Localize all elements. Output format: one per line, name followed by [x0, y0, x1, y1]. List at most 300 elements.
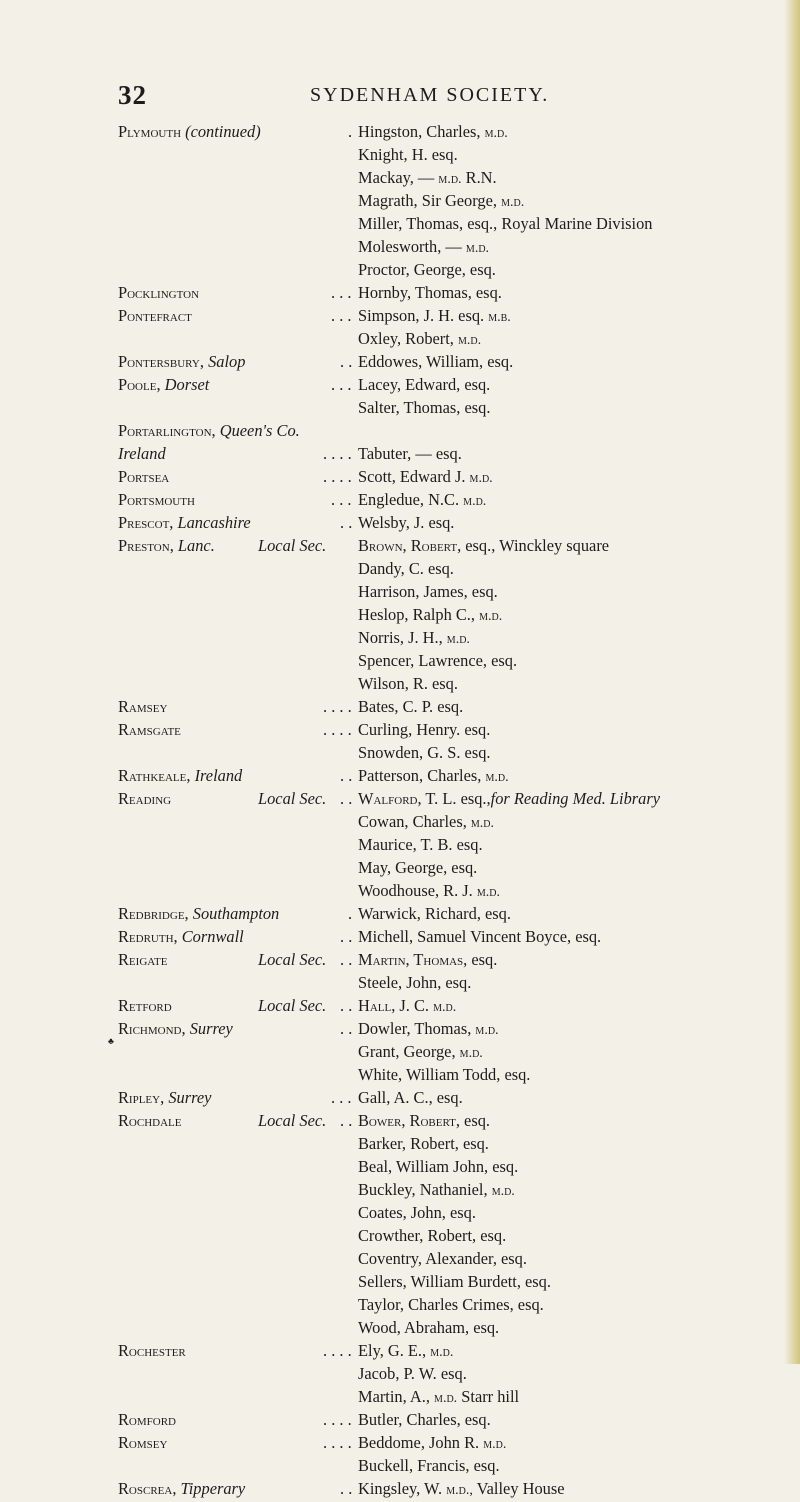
member-name	[358, 649, 517, 672]
page-header	[0, 80, 800, 112]
list-row	[0, 488, 800, 511]
degree: m.d.	[433, 1000, 457, 1015]
place-name	[118, 442, 166, 465]
place-name	[118, 373, 209, 396]
leader-dots: . .	[340, 352, 353, 371]
member-entry: White, William Todd, esq.	[358, 1065, 531, 1084]
member-list	[0, 120, 800, 1500]
list-row	[0, 718, 800, 741]
list-row	[0, 166, 800, 189]
list-row	[0, 764, 800, 787]
list-row	[0, 580, 800, 603]
member-entry: Buckell, Francis, esq.	[358, 1456, 500, 1475]
member-entry: Beddome, John R.	[358, 1433, 480, 1452]
list-row	[0, 1086, 800, 1109]
list-row	[0, 1017, 800, 1046]
place-name	[118, 1408, 176, 1431]
member-name	[358, 465, 493, 490]
list-row	[0, 925, 800, 948]
member-entry: Coventry, Alexander, esq.	[358, 1249, 527, 1268]
member-name	[358, 396, 490, 419]
place-county: Salop	[208, 352, 246, 371]
leader-dots: . .	[340, 513, 353, 532]
leader-dots: . .	[340, 1111, 353, 1130]
place-town: Rochester	[118, 1341, 186, 1360]
list-row	[0, 1362, 800, 1385]
member-name	[358, 373, 490, 396]
place-name	[118, 994, 172, 1017]
member-name	[358, 1132, 489, 1155]
member-suffix: esq.	[471, 950, 498, 969]
place-county: Surrey	[168, 1088, 212, 1107]
place-town: Portarlington,	[118, 421, 216, 440]
member-name	[358, 695, 463, 718]
member-name	[358, 534, 609, 557]
degree: m.d.	[434, 1391, 458, 1406]
member-name	[358, 1270, 551, 1293]
degree: m.d.	[463, 494, 487, 509]
place-name	[118, 350, 245, 373]
place-name	[118, 1086, 211, 1109]
member-entry: Spencer, Lawrence, esq.	[358, 651, 518, 670]
list-row	[0, 994, 800, 1017]
member-entry: Patterson, Charles,	[358, 766, 482, 785]
leader-dots: . . . .	[323, 444, 352, 463]
place-town: Prescot,	[118, 513, 174, 532]
degree: m.b.	[488, 310, 511, 325]
member-name	[358, 994, 456, 1019]
place-name	[118, 1477, 245, 1500]
member-name	[358, 1385, 519, 1410]
local-secretary-label: Local Sec.	[258, 1111, 327, 1130]
member-name	[358, 327, 481, 352]
place-town: Pocklington	[118, 283, 200, 302]
place-name	[118, 281, 199, 304]
member-surname-caps: Martin, Thomas,	[358, 950, 468, 969]
member-entry: Jacob, P. W. esq.	[358, 1364, 467, 1383]
place-county: Lancashire	[177, 513, 251, 532]
list-row	[0, 1201, 800, 1224]
list-row	[0, 281, 800, 304]
member-entry: Cowan, Charles,	[358, 812, 467, 831]
place-town: Ramsgate	[118, 720, 181, 739]
member-entry: Dowler, Thomas,	[358, 1019, 472, 1038]
member-name	[358, 235, 489, 260]
running-head: SYDENHAM SOCIETY.	[310, 84, 550, 106]
leader-dots: . . . .	[323, 1410, 352, 1429]
list-row	[0, 396, 800, 419]
member-entry: Michell, Samuel Vincent Boyce, esq.	[358, 927, 602, 946]
member-name	[358, 580, 498, 603]
leader-dots: . . . .	[323, 467, 352, 486]
list-row	[0, 143, 800, 166]
member-name	[358, 833, 483, 856]
member-entry: Ely, G. E.,	[358, 1341, 427, 1360]
place-name	[118, 1017, 233, 1040]
member-entry: Hingston, Charles,	[358, 122, 481, 141]
place-town: Rathkeale,	[118, 766, 191, 785]
member-entry: Steele, John, esq.	[358, 973, 472, 992]
place-name	[118, 304, 192, 327]
member-name	[358, 258, 496, 281]
place-name	[118, 1109, 181, 1132]
member-name	[358, 212, 653, 235]
leader-dots: . . . .	[323, 697, 352, 716]
list-row	[0, 1431, 800, 1454]
member-suffix: Valley House	[476, 1479, 565, 1498]
margin-mark: ♣	[108, 1036, 114, 1046]
place-name	[118, 718, 181, 741]
leader-dots: . . . .	[323, 1341, 352, 1360]
member-suffix: T. L. esq.,	[425, 789, 491, 808]
leader-dots: .	[348, 122, 353, 141]
place-name	[118, 465, 169, 488]
member-entry: Buckley, Nathaniel,	[358, 1180, 488, 1199]
place-town: Reigate	[118, 950, 168, 969]
degree: m.d.	[458, 333, 482, 348]
place-town: Retford	[118, 996, 172, 1015]
list-row	[0, 1339, 800, 1362]
member-name	[358, 626, 470, 651]
member-name	[358, 1316, 499, 1339]
member-entry: Bates, C. P. esq.	[358, 697, 464, 716]
list-row	[0, 695, 800, 718]
degree: m.d.	[491, 1184, 515, 1199]
member-name	[358, 879, 500, 904]
page-number: 32	[118, 80, 147, 110]
list-row	[0, 304, 800, 327]
leader-dots: . . .	[331, 490, 352, 509]
list-row	[0, 120, 800, 143]
degree: m.d.	[470, 816, 495, 831]
member-name	[358, 1201, 476, 1224]
place-town: Rochdale	[118, 1111, 182, 1130]
list-row	[0, 350, 800, 373]
member-entry: Welsby, J. esq.	[358, 513, 455, 532]
member-name	[358, 764, 509, 789]
list-row	[0, 787, 800, 810]
leader-dots: . .	[340, 950, 353, 969]
member-name	[358, 120, 508, 145]
place-county: Ireland	[118, 444, 166, 463]
member-entry: Engledue, N.C.	[358, 490, 460, 509]
member-name	[358, 1477, 565, 1502]
member-suffix: Starr hill	[461, 1387, 520, 1406]
list-row	[0, 373, 800, 396]
list-row	[0, 511, 800, 534]
list-row	[0, 603, 800, 626]
local-secretary-label: Local Sec.	[258, 789, 327, 808]
member-name	[358, 1178, 515, 1203]
place-county: Cornwall	[181, 927, 244, 946]
list-row	[0, 856, 800, 879]
place-name	[118, 948, 167, 971]
member-suffix: esq., Winckley square	[465, 536, 610, 555]
member-name	[358, 442, 462, 465]
member-entry: Miller, Thomas, esq., Royal Marine Division	[358, 214, 653, 233]
member-entry: Magrath, Sir George,	[358, 191, 497, 210]
place-name	[118, 1431, 167, 1454]
place-town: Redbridge,	[118, 904, 189, 923]
list-row	[0, 1224, 800, 1247]
member-entry: Wilson, R. esq.	[358, 674, 458, 693]
list-row	[0, 626, 800, 649]
member-entry: Kingsley, W.	[358, 1479, 443, 1498]
place-name	[118, 419, 300, 442]
list-row	[0, 1063, 800, 1086]
degree: m.d.	[438, 172, 462, 187]
degree: m.d.	[479, 609, 503, 624]
place-name	[118, 488, 195, 511]
place-town: Ramsey	[118, 697, 168, 716]
list-row	[0, 672, 800, 695]
member-name	[358, 1155, 518, 1178]
member-name	[358, 488, 486, 513]
member-entry: Beal, William John, esq.	[358, 1157, 519, 1176]
list-row	[0, 419, 800, 442]
list-row	[0, 557, 800, 580]
place-name	[118, 1339, 186, 1362]
list-row	[0, 258, 800, 281]
list-row	[0, 1454, 800, 1477]
place-town: Redruth,	[118, 927, 178, 946]
list-row	[0, 189, 800, 212]
leader-dots: . . .	[331, 306, 352, 325]
member-entry: Harrison, James, esq.	[358, 582, 498, 601]
list-row	[0, 1477, 800, 1500]
member-name	[358, 557, 454, 580]
place-town: Richmond,	[118, 1019, 186, 1038]
degree: m.d.	[485, 770, 509, 785]
member-entry: Lacey, Edward, esq.	[358, 375, 491, 394]
member-name	[358, 1040, 483, 1065]
member-surname-caps: Walford,	[358, 789, 422, 808]
leader-dots: . .	[340, 1019, 353, 1038]
list-row	[0, 810, 800, 833]
place-name	[118, 787, 171, 810]
member-entry: Heslop, Ralph C.,	[358, 605, 476, 624]
member-surname-caps: Brown, Robert,	[358, 536, 462, 555]
list-row	[0, 1178, 800, 1201]
degree: m.d.	[484, 126, 508, 141]
place-county: (continued)	[185, 122, 261, 141]
member-name	[358, 189, 524, 214]
member-name	[358, 1431, 506, 1456]
degree: m.d.,	[446, 1483, 473, 1498]
member-entry: Maurice, T. B. esq.	[358, 835, 483, 854]
place-name	[118, 925, 244, 948]
member-name	[358, 603, 502, 628]
degree: m.d.	[469, 471, 493, 486]
list-row	[0, 879, 800, 902]
member-entry: Simpson, J. H. esq.	[358, 306, 485, 325]
member-name	[358, 1339, 453, 1364]
list-row	[0, 1385, 800, 1408]
leader-dots: . . .	[331, 375, 352, 394]
member-name	[358, 1247, 527, 1270]
place-town: Portsmouth	[118, 490, 195, 509]
member-entry: Dandy, C. esq.	[358, 559, 454, 578]
member-name	[358, 1362, 467, 1385]
member-name	[358, 1109, 490, 1132]
leader-dots: . .	[340, 766, 353, 785]
member-entry: Gall, A. C., esq.	[358, 1088, 463, 1107]
place-town: Preston,	[118, 536, 174, 555]
member-name	[358, 856, 477, 879]
place-town: Poole,	[118, 375, 161, 394]
list-row	[0, 833, 800, 856]
place-town: Ripley,	[118, 1088, 165, 1107]
list-row	[0, 649, 800, 672]
member-name	[358, 787, 660, 810]
place-county: Lanc.	[177, 536, 215, 555]
place-county: Queen's Co.	[219, 421, 300, 440]
member-entry: Coates, John, esq.	[358, 1203, 476, 1222]
member-name	[358, 350, 513, 373]
member-entry: Warwick, Richard, esq.	[358, 904, 511, 923]
member-entry: Sellers, William Burdett, esq.	[358, 1272, 551, 1291]
member-name	[358, 1408, 491, 1431]
member-name	[358, 281, 502, 304]
member-entry: Eddowes, William, esq.	[358, 352, 514, 371]
place-county: Surrey	[189, 1019, 233, 1038]
list-row	[0, 1270, 800, 1293]
place-town: Plymouth	[118, 122, 182, 141]
member-entry: Molesworth, —	[358, 237, 462, 256]
place-town: Romsey	[118, 1433, 168, 1452]
place-town: Romford	[118, 1410, 176, 1429]
member-name	[358, 166, 497, 191]
member-entry: Mackay, —	[358, 168, 435, 187]
list-row	[0, 1316, 800, 1339]
leader-dots: . .	[340, 1479, 353, 1498]
member-name	[358, 810, 494, 835]
local-secretary-label: Local Sec.	[258, 996, 327, 1015]
member-entry: Tabuter, — esq.	[358, 444, 462, 463]
member-name	[358, 672, 458, 695]
leader-dots: . .	[340, 996, 353, 1015]
member-entry: Knight, H. esq.	[358, 145, 458, 164]
list-row	[0, 1109, 800, 1132]
degree: m.d.	[501, 195, 525, 210]
list-row	[0, 534, 800, 557]
member-entry: Butler, Charles, esq.	[358, 1410, 491, 1429]
place-name	[118, 695, 167, 718]
place-town: Roscrea,	[118, 1479, 177, 1498]
member-entry: Oxley, Robert,	[358, 329, 454, 348]
list-row	[0, 1247, 800, 1270]
place-town: Reading	[118, 789, 172, 808]
list-row	[0, 327, 800, 350]
list-row	[0, 902, 800, 925]
list-row	[0, 1155, 800, 1178]
member-entry: Crowther, Robert, esq.	[358, 1226, 507, 1245]
member-name	[358, 1063, 530, 1086]
member-entry: Barker, Robert, esq.	[358, 1134, 489, 1153]
place-name	[118, 511, 251, 534]
member-name	[358, 925, 601, 948]
degree: m.d.	[476, 885, 501, 900]
place-town: Portsea	[118, 467, 170, 486]
member-name	[358, 971, 471, 994]
place-town: Pontefract	[118, 306, 192, 325]
member-entry: Snowden, G. S. esq.	[358, 743, 491, 762]
member-name	[358, 143, 458, 166]
member-entry: Woodhouse, R. J.	[358, 881, 473, 900]
member-suffix: R.N.	[465, 168, 497, 187]
place-name	[118, 764, 242, 787]
member-entry: Scott, Edward J.	[358, 467, 466, 486]
member-entry: Martin, A.,	[358, 1387, 430, 1406]
list-row	[0, 948, 800, 971]
list-row	[0, 442, 800, 465]
degree: m.d.	[483, 1437, 507, 1452]
leader-dots: . .	[340, 927, 353, 946]
member-entry: May, George, esq.	[358, 858, 478, 877]
place-county: Southampton	[192, 904, 280, 923]
member-name	[358, 304, 511, 329]
member-entry: Grant, George,	[358, 1042, 456, 1061]
place-name	[118, 120, 261, 143]
place-county: Tipperary	[180, 1479, 246, 1498]
member-entry: Curling, Henry. esq.	[358, 720, 491, 739]
leader-dots: . . . .	[323, 1433, 352, 1452]
leader-dots: . . . .	[323, 720, 352, 739]
place-name	[118, 902, 279, 925]
degree: m.d.	[465, 241, 490, 256]
list-row	[0, 971, 800, 994]
place-county: Ireland	[194, 766, 243, 785]
member-surname-caps: Bower, Robert,	[358, 1111, 460, 1130]
member-surname-caps: Hall, J. C.	[358, 996, 430, 1015]
list-row	[0, 1132, 800, 1155]
degree: m.d.	[475, 1023, 499, 1038]
list-row	[0, 1040, 800, 1063]
degree: m.d.	[459, 1046, 483, 1061]
degree: m.d.	[446, 632, 470, 647]
local-secretary-label: Local Sec.	[258, 950, 327, 969]
degree: m.d.	[430, 1345, 454, 1360]
member-name	[358, 741, 491, 764]
list-row	[0, 235, 800, 258]
member-entry: Hornby, Thomas, esq.	[358, 283, 502, 302]
member-entry: Wood, Abraham, esq.	[358, 1318, 500, 1337]
leader-dots: .	[348, 904, 353, 923]
place-name	[118, 534, 215, 557]
member-name	[358, 902, 511, 925]
list-row	[0, 1408, 800, 1431]
list-row	[0, 741, 800, 764]
member-name	[358, 948, 497, 971]
leader-dots: . . .	[331, 283, 352, 302]
member-name	[358, 1086, 463, 1109]
member-name	[358, 1017, 499, 1042]
member-note: for Reading Med. Library	[490, 789, 660, 808]
leader-dots: . .	[340, 789, 353, 808]
leader-dots: . . .	[331, 1088, 352, 1107]
member-name	[358, 718, 490, 741]
member-entry: Norris, J. H.,	[358, 628, 443, 647]
member-name	[358, 511, 454, 534]
member-entry: Taylor, Charles Crimes, esq.	[358, 1295, 544, 1314]
list-row	[0, 212, 800, 235]
member-entry: Proctor, George, esq.	[358, 260, 496, 279]
member-entry: Salter, Thomas, esq.	[358, 398, 491, 417]
member-name	[358, 1293, 544, 1316]
place-county: Dorset	[164, 375, 210, 394]
member-suffix: esq.	[464, 1111, 490, 1130]
place-town: Pontersbury,	[118, 352, 204, 371]
